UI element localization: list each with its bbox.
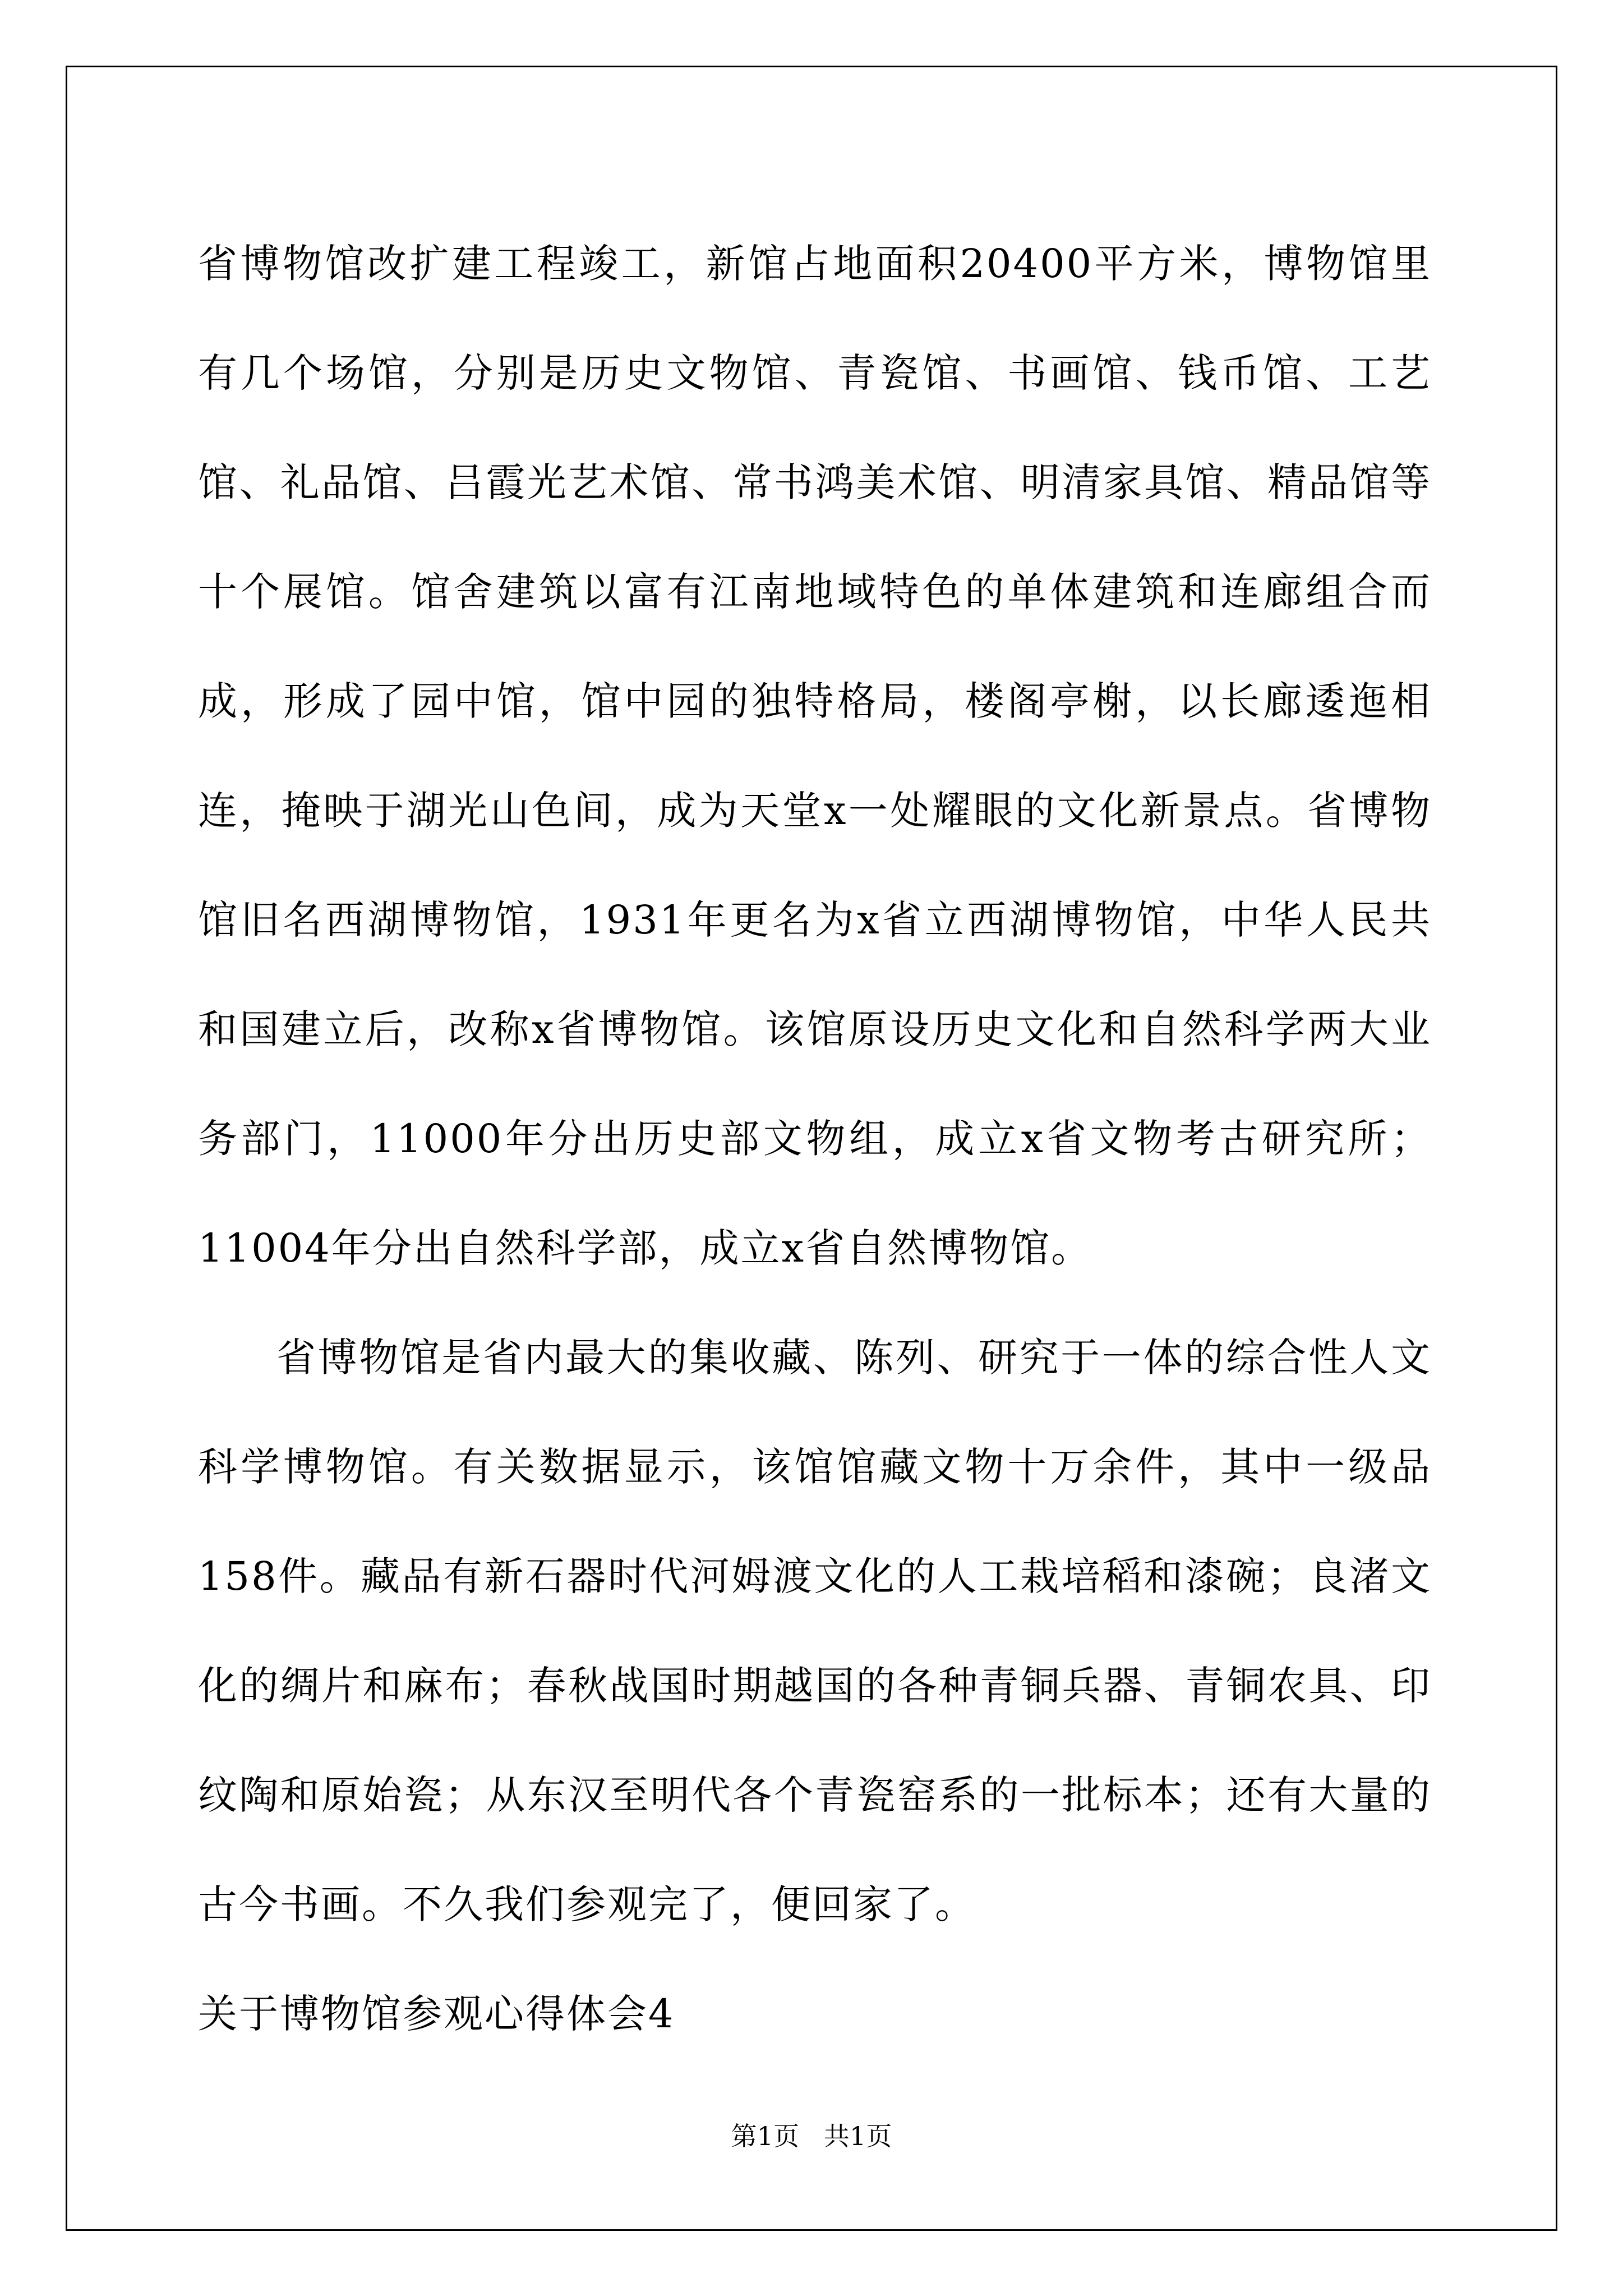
section-heading: 关于博物馆参观心得体会4 [198,1991,675,2037]
document-body [198,209,1432,2069]
page-footer: 第1页 共1页 [731,2121,892,2151]
paragraph-1: 省博物馆改扩建工程竣工，新馆占地面积20400平方米，博物馆里有几个场馆，分别是历史文物馆、青瓷馆、书画馆、钱币馆、工艺馆、礼品馆、吕霞光艺术馆、常书鸿美术馆、明清家具馆、精品馆等十个展馆。馆舍建筑以富有江南地域特色的单体建筑和连廊组合而成，形成了园中馆，馆中园的独特格局，楼阁亭榭，以长廊逶迤相连，掩映于湖光山色间，成为天堂x一处耀眼的文化新景点。省博物馆旧名西湖博物馆，1931年更名为x省立西湖博物馆，中华人民共和国建立后，改称x省博物馆。该馆原设历史文化和自然科学两大业务部门，11000年分出历史部文物组，成立x省文物考古研究所；11004年分出自然科学部，成立x省自然博物馆。 [198,241,1432,1271]
paragraph-2: 省博物馆是省内最大的集收藏、陈列、研究于一体的综合性人文科学博物馆。有关数据显示，该馆馆藏文物十万余件，其中一级品158件。藏品有新石器时代河姆渡文化的人工栽培稻和漆碗；良渚文化的绸片和麻布；春秋战国时期越国的各种青铜兵器、青铜农具、印纹陶和原始瓷；从东汉至明代各个青瓷窑系的一批标本；还有大量的古今书画。不久我们参观完了，便回家了。 [198,1335,1432,1927]
